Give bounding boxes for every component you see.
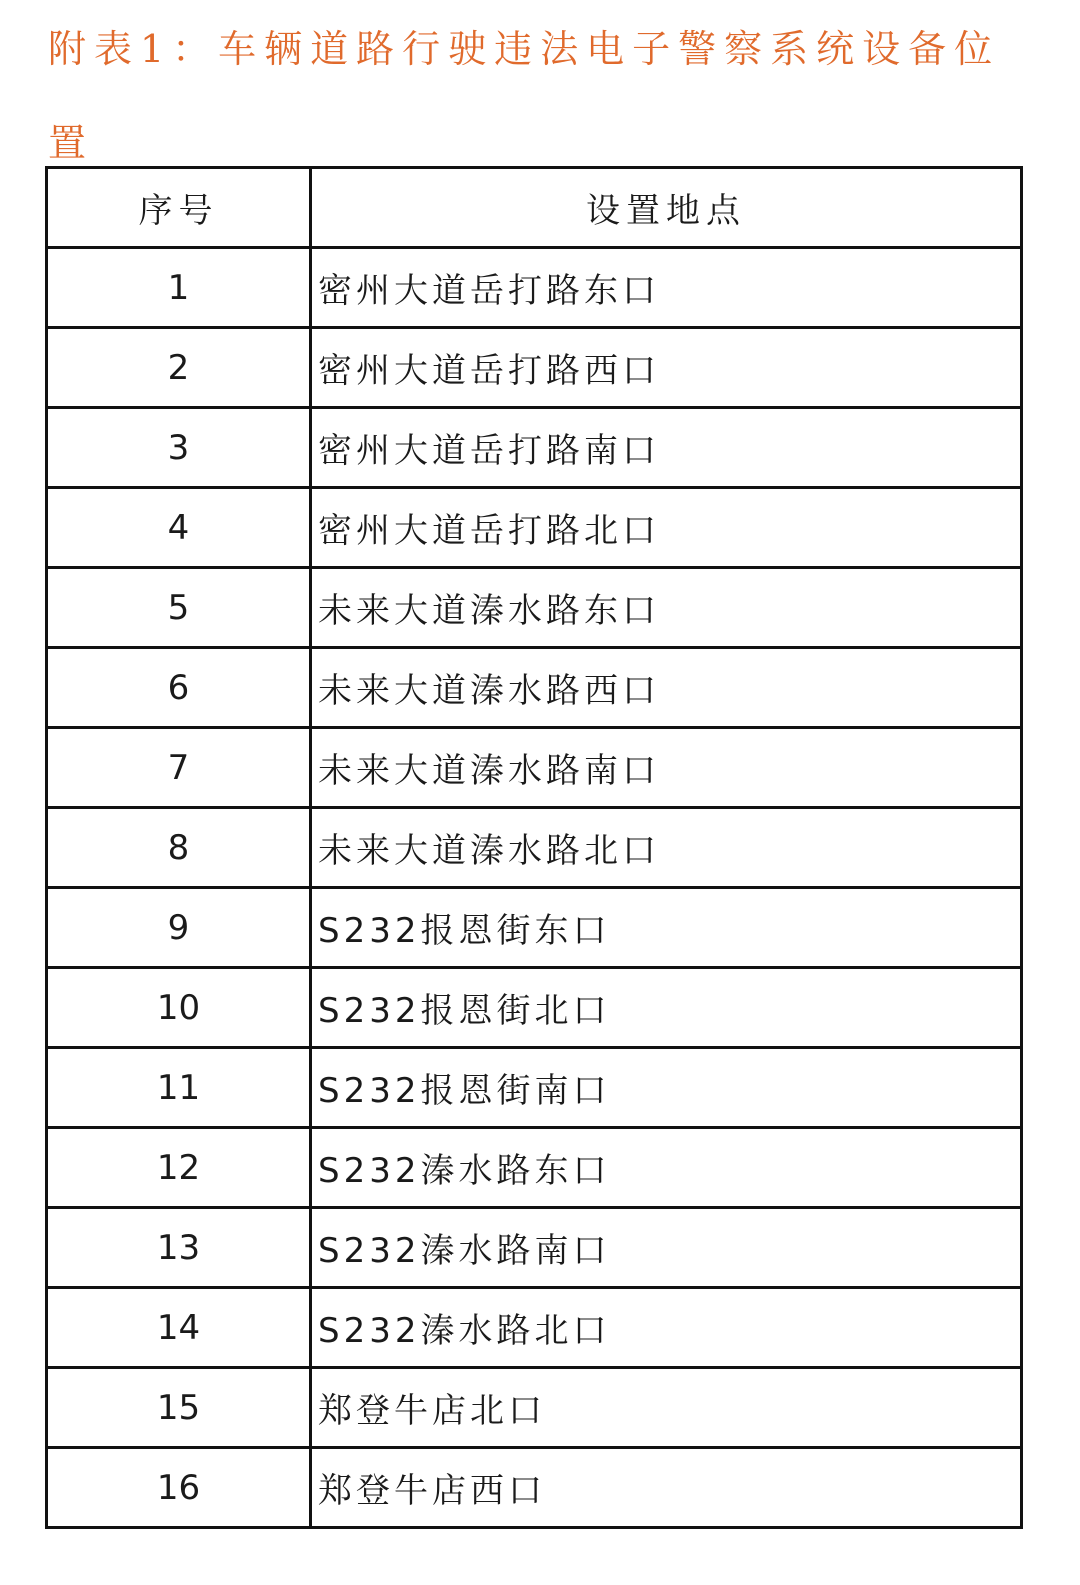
header-index: 序号 <box>47 168 311 248</box>
row-index: 1 <box>47 248 311 328</box>
row-location: 密州大道岳打路西口 <box>311 328 1022 408</box>
row-index: 2 <box>47 328 311 408</box>
table-row <box>47 1288 1022 1368</box>
row-location: 未来大道溱水路北口 <box>311 808 1022 888</box>
row-location: 未来大道溱水路东口 <box>311 568 1022 648</box>
table-row <box>47 968 1022 1048</box>
row-location: S232报恩街东口 <box>311 888 1022 968</box>
row-location: S232溱水路南口 <box>311 1208 1022 1288</box>
table-row <box>47 408 1022 488</box>
table-row <box>47 568 1022 648</box>
row-index: 8 <box>47 808 311 888</box>
table-row <box>47 488 1022 568</box>
row-location: 郑登牛店西口 <box>311 1448 1022 1528</box>
row-index: 6 <box>47 648 311 728</box>
row-index: 3 <box>47 408 311 488</box>
row-index: 13 <box>47 1208 311 1288</box>
header-location: 设置地点 <box>311 168 1022 248</box>
row-index: 10 <box>47 968 311 1048</box>
table-row <box>47 1368 1022 1448</box>
row-location: 密州大道岳打路东口 <box>311 248 1022 328</box>
table-body <box>47 248 1022 1528</box>
row-index: 9 <box>47 888 311 968</box>
table-row <box>47 1048 1022 1128</box>
row-index: 4 <box>47 488 311 568</box>
row-location: S232溱水路东口 <box>311 1128 1022 1208</box>
table-row <box>47 808 1022 888</box>
device-location-table <box>45 166 1023 1529</box>
row-location: S232报恩街南口 <box>311 1048 1022 1128</box>
row-location: 未来大道溱水路南口 <box>311 728 1022 808</box>
table-row <box>47 1448 1022 1528</box>
table-header-row <box>47 168 1022 248</box>
row-location: S232报恩街北口 <box>311 968 1022 1048</box>
row-location: 郑登牛店北口 <box>311 1368 1022 1448</box>
row-location: 未来大道溱水路西口 <box>311 648 1022 728</box>
row-index: 7 <box>47 728 311 808</box>
row-location: 密州大道岳打路北口 <box>311 488 1022 568</box>
row-index: 16 <box>47 1448 311 1528</box>
table-row <box>47 648 1022 728</box>
table-row <box>47 328 1022 408</box>
table-row <box>47 248 1022 328</box>
row-location: 密州大道岳打路南口 <box>311 408 1022 488</box>
row-index: 12 <box>47 1128 311 1208</box>
row-location: S232溱水路北口 <box>311 1288 1022 1368</box>
table-row <box>47 1128 1022 1208</box>
table-row <box>47 728 1022 808</box>
row-index: 11 <box>47 1048 311 1128</box>
document-title: 附表1：车辆道路行驶违法电子警察系统设备位置 <box>48 27 1001 165</box>
row-index: 5 <box>47 568 311 648</box>
table-row <box>47 1208 1022 1288</box>
table-row <box>47 888 1022 968</box>
row-index: 14 <box>47 1288 311 1368</box>
row-index: 15 <box>47 1368 311 1448</box>
